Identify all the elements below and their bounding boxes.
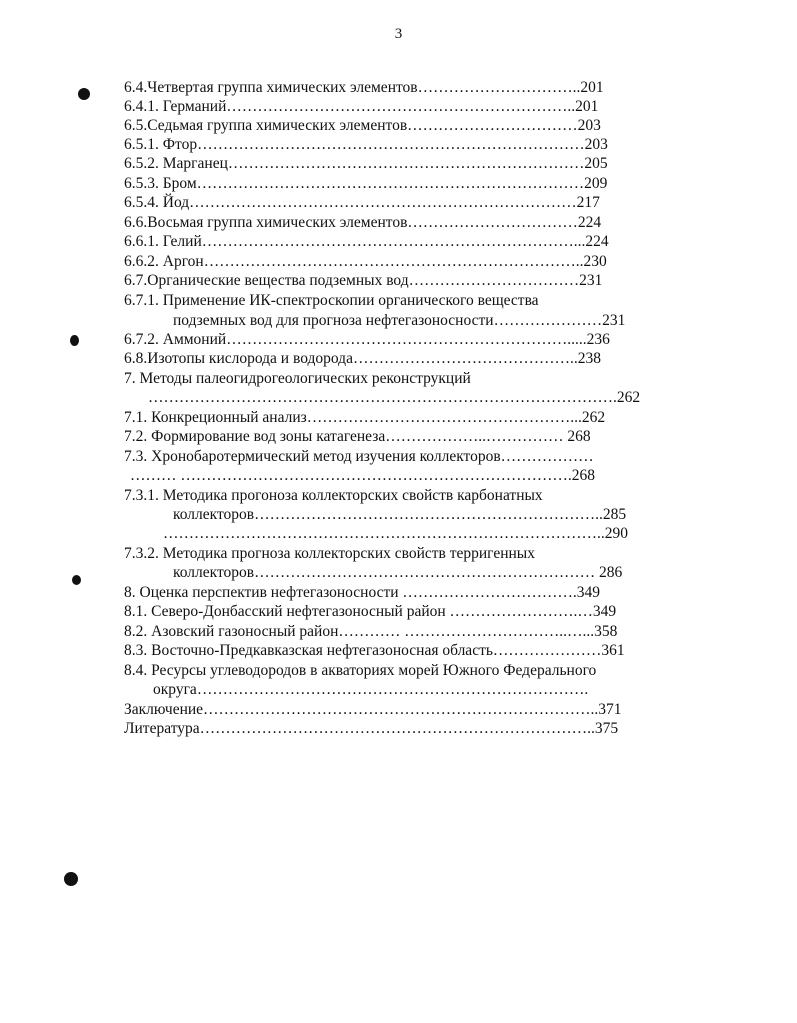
toc-entry: 7.2. Формирование вод зоны катагенеза………………..…………… 268 — [124, 428, 591, 445]
toc-entry: 6.5.Седьмая группа химических элементов……………………………203 — [124, 117, 601, 134]
toc-entry: 6.5.1. Фтор…………………………………………………………………203 — [124, 136, 608, 153]
toc-entry: 6.7.2. Аммоний………………………………………………………….....236 — [124, 331, 610, 348]
toc-entry: 8.3. Восточно-Предкавказская нефтегазоносная область…………………361 — [124, 642, 625, 659]
toc-entry: 8.4. Ресурсы углеводородов в акваториях морей Южного Федерального — [124, 662, 597, 679]
toc-entry: 6.5.3. Бром…………………………………………………………………209 — [124, 175, 608, 192]
toc-entry: 6.5.2. Марганец……………………………………………………………205 — [124, 155, 608, 172]
toc-entry: Литература…………………………………………………………………..375 — [124, 720, 619, 737]
toc-entry: 6.4.1. Германий…………………………………………………………..201 — [124, 98, 599, 115]
toc-entry: 7.3.2. Методика прогноза коллекторских свойств терригенных — [124, 545, 535, 562]
toc-entry: 6.4.Четвертая группа химических элементов…………………………..201 — [124, 79, 604, 96]
toc-entry: округа…………………………………………………………………. — [153, 681, 589, 698]
toc-entry: 6.6.2. Аргон………………………………………………………………..230 — [124, 253, 607, 270]
toc-entry: 7.1. Конкреционный анализ……………………………………………...262 — [124, 409, 606, 426]
page-number: 3 — [394, 26, 403, 42]
toc-entry: коллекторов…………………………………………………………..285 — [173, 506, 627, 523]
toc-entry: 6.6.Восьмая группа химических элементов……………………………224 — [124, 214, 602, 231]
toc-entry: 6.7.Органические вещества подземных вод……………………………231 — [124, 272, 603, 289]
toc-entry: …………………………………………………………………………..290 — [163, 525, 628, 542]
toc-entry: 8. Оценка перспектив нефтегазоносности …………………………….349 — [124, 584, 601, 601]
toc-entry: 8.2. Азовский газоносный район………… …………………………..…...358 — [124, 623, 618, 640]
toc-entry: 6.8.Изотопы кислорода и водорода……………………………………..238 — [124, 350, 601, 367]
toc-entry: 6.5.4. Йод…………………………………………………………………217 — [124, 194, 600, 211]
toc-entry: 8.1. Северо-Донбасский нефтегазоносный район …………………….…349 — [124, 603, 617, 620]
toc-entry: 7.3.1. Методика прогоноза коллекторских свойств карбонатных — [124, 487, 543, 504]
toc-entry: 6.6.1. Гелий………………………………………………………………...224 — [124, 233, 609, 250]
toc-entry: ……… ………………………………………………………………….268 — [130, 467, 595, 484]
toc-entry: 7. Методы палеогидрогеологических реконструкций — [124, 370, 471, 387]
toc-entry: ……………………………………………………………………………….262 — [148, 389, 641, 406]
toc-entry: коллекторов………………………………………………………… 286 — [173, 564, 623, 581]
toc-entry: подземных вод для прогноза нефтегазоносности…………………231 — [173, 312, 626, 329]
toc-entry: 6.7.1. Применение ИК-спектроскопии органического вещества — [124, 292, 539, 309]
toc-entry: Заключение…………………………………………………………………..371 — [124, 701, 622, 718]
toc-entry: 7.3. Хронобаротермический метод изучения коллекторов……………… — [124, 448, 594, 465]
